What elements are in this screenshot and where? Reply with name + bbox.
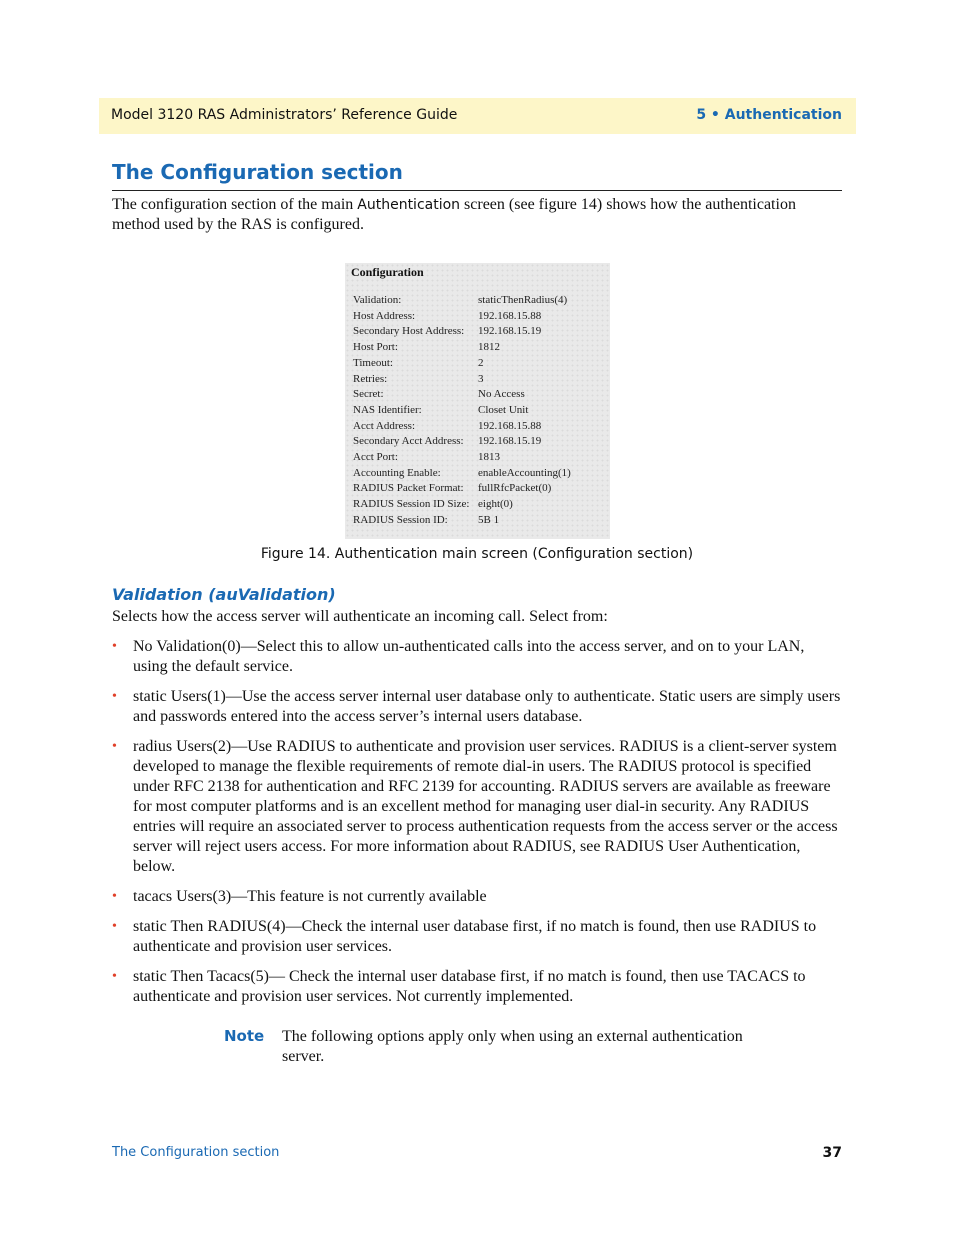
config-row	[353, 498, 608, 514]
config-value: enableAccounting(1)	[478, 466, 571, 479]
config-row	[353, 373, 608, 389]
config-value: 2	[478, 356, 484, 369]
list-item	[112, 967, 842, 1007]
list-item	[112, 737, 842, 877]
title-divider	[112, 190, 842, 191]
config-value: No Access	[478, 388, 525, 401]
list-item	[112, 887, 842, 907]
list-item-text: static Then RADIUS(4)—Check the internal user database first, if no match is found, then use RADIUS to authenticate and provision user services.	[133, 918, 817, 955]
config-label: Acct Address:	[353, 419, 416, 432]
page-number: 37	[822, 1145, 842, 1161]
config-label: Secondary Acct Address:	[353, 435, 464, 448]
list-item-text: radius Users(2)—Use RADIUS to authenticate and provision user services. RADIUS is a client-server system developed to manage the flexible requirements of remote dial-in users. The RADIUS protocol is specified under RFC 2138 for authentication and RFC 2139 for accounting. RADIUS servers are available as freeware for most computer platforms and is an excellent method for managing user dial-in security. Any RADIUS entries will require an associated server to process authentication requests from the access server or the access server will reject users access. For more information about RADIUS, see RADIUS User Authentication, below.	[133, 738, 838, 875]
config-value: 192.168.15.88	[478, 309, 542, 322]
bullet-icon: •	[112, 739, 117, 754]
intro-text-start: The configuration section of the main	[112, 196, 358, 213]
list-item-text: No Validation(0)—Select this to allow un-authenticated calls into the access server, and on to your LAN, using the default service.	[133, 638, 805, 675]
figure-caption: Figure 14. Authentication main screen (Configuration section)	[260, 546, 694, 562]
config-label: Validation:	[353, 294, 402, 306]
authentication-term: Authentication	[357, 197, 461, 213]
bullet-icon: •	[112, 889, 117, 904]
config-value: eight(0)	[478, 498, 513, 511]
config-row	[353, 514, 608, 530]
bullet-icon: •	[112, 689, 117, 704]
config-row	[353, 388, 608, 404]
config-value: Closet Unit	[478, 403, 529, 416]
config-value: 192.168.15.19	[478, 325, 542, 338]
config-row	[353, 420, 608, 436]
config-label: Accounting Enable:	[353, 466, 441, 479]
config-row	[353, 357, 608, 373]
bullet-icon: •	[112, 639, 117, 654]
chapter-label: 5 • Authentication	[696, 107, 842, 123]
validation-options	[112, 637, 842, 1017]
section-title: The Configuration section	[112, 160, 403, 184]
config-row	[353, 325, 608, 341]
configuration-screenshot	[345, 263, 610, 539]
config-row	[353, 404, 608, 420]
note-label: Note	[224, 1027, 265, 1045]
config-label: RADIUS Session ID:	[353, 513, 448, 526]
config-row	[353, 467, 608, 483]
config-label: Retries:	[353, 372, 388, 385]
intro-text-end: screen (see figure 14) shows how the authentication method used by the RAS is configured.	[112, 196, 796, 233]
running-header	[99, 98, 856, 134]
config-label: RADIUS Packet Format:	[353, 482, 464, 495]
footer-section: The Configuration section	[112, 1145, 280, 1160]
config-row	[353, 435, 608, 451]
config-value: staticThenRadius(4)	[478, 294, 568, 306]
config-row	[353, 482, 608, 498]
config-row	[353, 310, 608, 326]
config-row	[353, 451, 608, 467]
config-value: 192.168.15.88	[478, 419, 542, 432]
validation-lead: Selects how the access server will authenticate an incoming call. Select from:	[112, 608, 608, 625]
validation-heading: Validation (auValidation)	[112, 585, 336, 604]
bullet-icon: •	[112, 969, 117, 984]
config-row	[353, 341, 608, 357]
figure-title: Configuration	[351, 265, 424, 279]
config-label: NAS Identifier:	[353, 403, 422, 416]
config-value: 192.168.15.19	[478, 435, 542, 448]
config-label: Acct Port:	[353, 451, 398, 463]
config-label: Secret:	[353, 388, 384, 401]
config-value: 3	[478, 372, 484, 385]
list-item-text: static Then Tacacs(5)— Check the internal user database first, if no match is found, then use TACACS to authenticate and provision user services. Not currently implemented.	[133, 968, 806, 1005]
bullet-icon: •	[112, 919, 117, 934]
guide-title: Model 3120 RAS Administrators’ Reference Guide	[111, 107, 458, 123]
config-label: Secondary Host Address:	[353, 325, 465, 338]
intro-paragraph	[112, 195, 842, 235]
note-text: The following options apply only when using an external authentication server.	[282, 1028, 743, 1065]
config-label: RADIUS Session ID Size:	[353, 498, 470, 511]
config-value: 1812	[478, 341, 500, 354]
config-value: 1813	[478, 451, 500, 463]
config-value: 5B 1	[478, 513, 500, 526]
list-item	[112, 687, 842, 727]
config-label: Timeout:	[353, 356, 393, 369]
list-item	[112, 637, 842, 677]
list-item-text: static Users(1)—Use the access server internal user database only to authenticate. Static users are simply users and passwords entered into the access server’s internal users database.	[133, 688, 841, 725]
config-value: fullRfcPacket(0)	[478, 482, 552, 495]
list-item	[112, 917, 842, 957]
list-item-text: tacacs Users(3)—This feature is not currently available	[133, 888, 487, 905]
config-row	[353, 294, 608, 310]
config-label: Host Address:	[353, 309, 416, 322]
config-label: Host Port:	[353, 341, 398, 354]
